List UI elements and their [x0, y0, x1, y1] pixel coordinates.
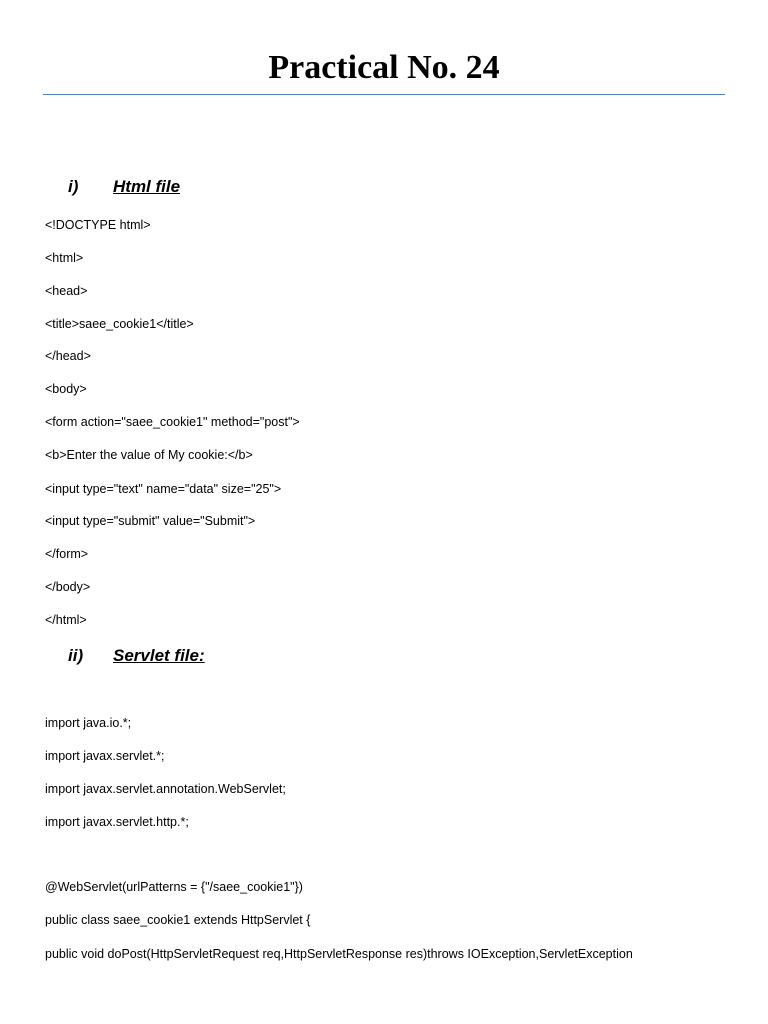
code-line: @WebServlet(urlPatterns = {"/saee_cookie1"}): [45, 880, 303, 894]
code-line: <!DOCTYPE html>: [45, 218, 151, 232]
code-line: <head>: [45, 284, 88, 298]
code-line: </head>: [45, 349, 91, 363]
code-line: <input type="text" name="data" size="25">: [45, 482, 282, 496]
code-line: import javax.servlet.http.*;: [45, 815, 189, 829]
section-number: ii): [68, 646, 84, 665]
code-line: </form>: [45, 547, 89, 561]
section-label: Html file: [113, 177, 181, 196]
code-line: </html>: [45, 613, 87, 627]
code-line: <body>: [45, 382, 87, 396]
code-line: public class saee_cookie1 extends HttpServlet {: [45, 913, 311, 927]
section-heading-html: [68, 175, 180, 199]
page-title: Practical No. 24: [268, 49, 500, 86]
code-line: <input type="submit" value="Submit">: [45, 514, 256, 528]
code-line: <html>: [45, 251, 84, 265]
section-heading-servlet: [68, 644, 205, 668]
code-line: import javax.servlet.*;: [45, 749, 165, 763]
section-label: Servlet file:: [113, 646, 205, 665]
code-line: <b>Enter the value of My cookie:</b>: [45, 448, 253, 462]
code-line: <form action="saee_cookie1" method="post">: [45, 415, 300, 429]
section-number: i): [68, 177, 79, 196]
title-divider: [43, 94, 725, 95]
code-line: import java.io.*;: [45, 716, 132, 730]
code-line: </body>: [45, 580, 91, 594]
code-line: public void doPost(HttpServletRequest req,HttpServletResponse res)throws IOException,ServletException: [45, 947, 633, 961]
code-line: import javax.servlet.annotation.WebServlet;: [45, 782, 286, 796]
code-line: <title>saee_cookie1</title>: [45, 317, 194, 331]
